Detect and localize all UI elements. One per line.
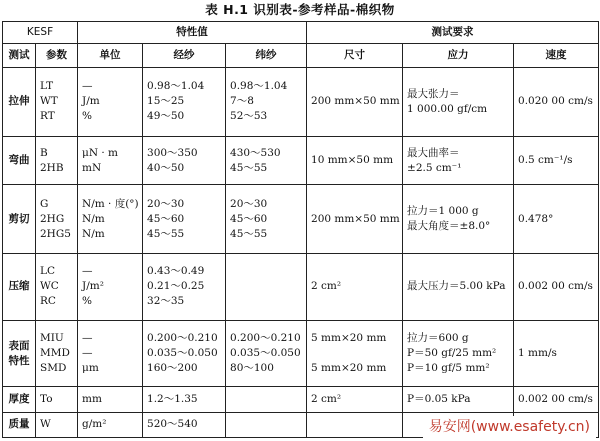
stress-value: 最大张力＝ — [407, 87, 460, 100]
table-row — [3, 136, 599, 184]
warp-cell — [143, 67, 226, 136]
speed-cell — [514, 254, 599, 321]
unit-value: mm — [82, 393, 102, 405]
speed-value: 0.020 00 cm/s — [518, 95, 593, 108]
site-watermark: 易安网(www.esafety.cn) — [423, 416, 596, 438]
table-row — [3, 387, 599, 412]
test-category: 拉伸 — [3, 67, 36, 136]
speed-value: 0.478° — [518, 212, 554, 225]
unit-value: mN — [82, 161, 102, 174]
col-stress-header: 应力 — [403, 43, 514, 67]
test-category: 质量 — [3, 412, 36, 437]
warp-cell — [143, 185, 226, 254]
table-caption: 表 H.1 识别表-参考样品-棉织物 — [205, 2, 395, 17]
warp-cell — [143, 254, 226, 321]
stress-cell — [403, 387, 514, 412]
stress-cell — [403, 185, 514, 254]
param-cell — [36, 67, 78, 136]
col-size-header: 尺寸 — [307, 43, 403, 67]
warp-value: 49～50 — [147, 110, 185, 123]
weft-cell — [226, 320, 307, 387]
weft-cell — [226, 254, 307, 321]
warp-value: 45～60 — [147, 212, 185, 225]
warp-value: 20～30 — [147, 197, 185, 210]
weft-cell — [226, 67, 307, 136]
param-value: LT — [40, 80, 54, 93]
stress-cell — [403, 254, 514, 321]
unit-value: % — [82, 295, 92, 308]
unit-cell — [78, 320, 143, 387]
stress-value: P＝10 gf/5 mm² — [407, 362, 490, 375]
size-cell — [307, 412, 403, 437]
param-value: WC — [40, 280, 59, 293]
characteristic-header: 特性值 — [78, 22, 307, 44]
weft-value: 45～55 — [230, 161, 268, 174]
col-speed-header: 速度 — [514, 43, 599, 67]
param-cell — [36, 185, 78, 254]
col-unit-header: 单位 — [78, 43, 143, 67]
warp-value: 0.21～0.25 — [147, 280, 205, 293]
speed-cell — [514, 185, 599, 254]
col-warp-header: 经纱 — [143, 43, 226, 67]
unit-value: μN · m — [82, 146, 118, 159]
param-cell — [36, 387, 78, 412]
col-test-header: 测试 — [3, 43, 36, 67]
warp-value: 45～55 — [147, 227, 185, 240]
size-cell — [307, 67, 403, 136]
identification-table — [2, 21, 599, 438]
stress-value: 拉力＝600 g — [407, 332, 469, 345]
stress-value: P＝50 gf/25 mm² — [407, 347, 497, 360]
unit-value: — — [82, 347, 93, 360]
header-row-2 — [3, 43, 599, 67]
param-value: SMD — [40, 362, 67, 375]
test-requirement-header: 测试要求 — [307, 22, 599, 44]
size-cell — [307, 136, 403, 184]
warp-value: 0.035～0.050 — [147, 347, 218, 360]
param-cell — [36, 320, 78, 387]
param-value: 2HB — [40, 161, 64, 174]
size-cell — [307, 320, 403, 387]
unit-value: J/m² — [82, 280, 104, 293]
stress-value: 最大角度＝±8.0° — [407, 220, 491, 233]
test-category: 厚度 — [3, 387, 36, 412]
col-weft-header: 纬纱 — [226, 43, 307, 67]
weft-value: 45～60 — [230, 212, 268, 225]
warp-value: 160～200 — [147, 362, 198, 375]
weft-value: 0.98～1.04 — [230, 80, 288, 93]
param-value: MMD — [40, 347, 70, 360]
test-category: 压缩 — [3, 254, 36, 321]
param-value: RC — [40, 295, 56, 308]
unit-value: N/m · 度(°) — [82, 197, 139, 210]
col-param-header: 参数 — [36, 43, 78, 67]
size-cell — [307, 185, 403, 254]
size-value: 2 cm² — [311, 280, 342, 293]
unit-cell — [78, 185, 143, 254]
weft-value: 0.200～0.210 — [230, 332, 301, 345]
param-value: To — [40, 393, 53, 405]
warp-value: 15～25 — [147, 95, 185, 108]
kesf-header: KESF — [3, 22, 78, 44]
warp-cell — [143, 387, 226, 412]
speed-cell — [514, 387, 599, 412]
size-value: 2 cm² — [311, 393, 342, 405]
weft-value: 20～30 — [230, 197, 268, 210]
param-value: WT — [40, 95, 58, 108]
test-category-line: 表面 — [8, 339, 30, 352]
table-row — [3, 320, 599, 387]
unit-value: % — [82, 110, 92, 123]
size-value: 200 mm×50 mm — [311, 95, 400, 108]
speed-cell — [514, 136, 599, 184]
unit-cell — [78, 136, 143, 184]
test-category: 弯曲 — [3, 136, 36, 184]
warp-value: 0.200～0.210 — [147, 332, 218, 345]
unit-value: μm — [82, 362, 99, 375]
weft-cell — [226, 136, 307, 184]
table-row — [3, 185, 599, 254]
size-cell — [307, 387, 403, 412]
param-value: B — [40, 146, 48, 159]
table-row — [3, 254, 599, 321]
stress-cell — [403, 136, 514, 184]
weft-cell — [226, 412, 307, 437]
unit-value: — — [82, 265, 93, 278]
weft-value: 0.035～0.050 — [230, 347, 301, 360]
speed-value: 0.002 00 cm/s — [518, 393, 593, 405]
warp-value: 1.2～1.35 — [147, 393, 198, 405]
stress-value: 最大曲率＝ — [407, 146, 460, 159]
unit-value: — — [82, 80, 93, 93]
size-value — [311, 346, 398, 361]
speed-value: 0.5 cm⁻¹/s — [518, 154, 573, 167]
stress-cell — [403, 320, 514, 387]
test-category: 剪切 — [3, 185, 36, 254]
speed-value: 1 mm/s — [518, 347, 557, 360]
warp-value: 0.43～0.49 — [147, 265, 205, 278]
weft-value: 7～8 — [230, 95, 254, 108]
param-value: LC — [40, 265, 56, 278]
weft-value: 52～53 — [230, 110, 268, 123]
param-value: 2HG — [40, 212, 65, 225]
table-row — [3, 67, 599, 136]
test-category-line: 特性 — [8, 354, 30, 367]
size-value: 10 mm×50 mm — [311, 154, 394, 167]
stress-value: 1 000.00 gf/cm — [407, 102, 488, 115]
size-value: 5 mm×20 mm — [311, 332, 387, 345]
warp-cell — [143, 136, 226, 184]
param-value: MIU — [40, 332, 64, 345]
weft-value: 430～530 — [230, 146, 281, 159]
param-value: 2HG5 — [40, 227, 71, 240]
unit-value: — — [82, 332, 93, 345]
speed-cell — [514, 67, 599, 136]
param-value: RT — [40, 110, 55, 123]
param-cell — [36, 136, 78, 184]
unit-cell — [78, 67, 143, 136]
stress-cell — [403, 67, 514, 136]
param-cell — [36, 412, 78, 437]
unit-cell — [78, 387, 143, 412]
unit-cell — [78, 412, 143, 437]
warp-cell — [143, 320, 226, 387]
warp-value: 32～35 — [147, 295, 185, 308]
stress-value: P＝0.05 kPa — [407, 393, 471, 405]
speed-value: 0.002 00 cm/s — [518, 280, 593, 293]
stress-value: 拉力＝1 000 g — [407, 205, 479, 218]
unit-value: J/m — [82, 95, 100, 108]
header-row-1 — [3, 22, 599, 44]
warp-value: 300～350 — [147, 146, 198, 159]
speed-cell — [514, 320, 599, 387]
stress-value: ±2.5 cm⁻¹ — [407, 161, 462, 174]
size-value: 5 mm×20 mm — [311, 362, 387, 375]
warp-value: 520～540 — [147, 418, 198, 431]
warp-value: 0.98～1.04 — [147, 80, 205, 93]
test-category — [3, 320, 36, 387]
size-cell — [307, 254, 403, 321]
stress-value: 最大压力＝5.00 kPa — [407, 280, 506, 293]
size-value: 200 mm×50 mm — [311, 212, 400, 225]
weft-value: 80～100 — [230, 362, 274, 375]
param-value: W — [40, 418, 51, 431]
warp-value: 40～50 — [147, 161, 185, 174]
unit-value: g/m² — [82, 418, 107, 431]
weft-cell — [226, 185, 307, 254]
param-value: G — [40, 197, 49, 210]
weft-value: 45～55 — [230, 227, 268, 240]
unit-cell — [78, 254, 143, 321]
warp-cell — [143, 412, 226, 437]
unit-value: N/m — [82, 212, 105, 225]
param-cell — [36, 254, 78, 321]
unit-value: N/m — [82, 227, 105, 240]
weft-cell — [226, 387, 307, 412]
